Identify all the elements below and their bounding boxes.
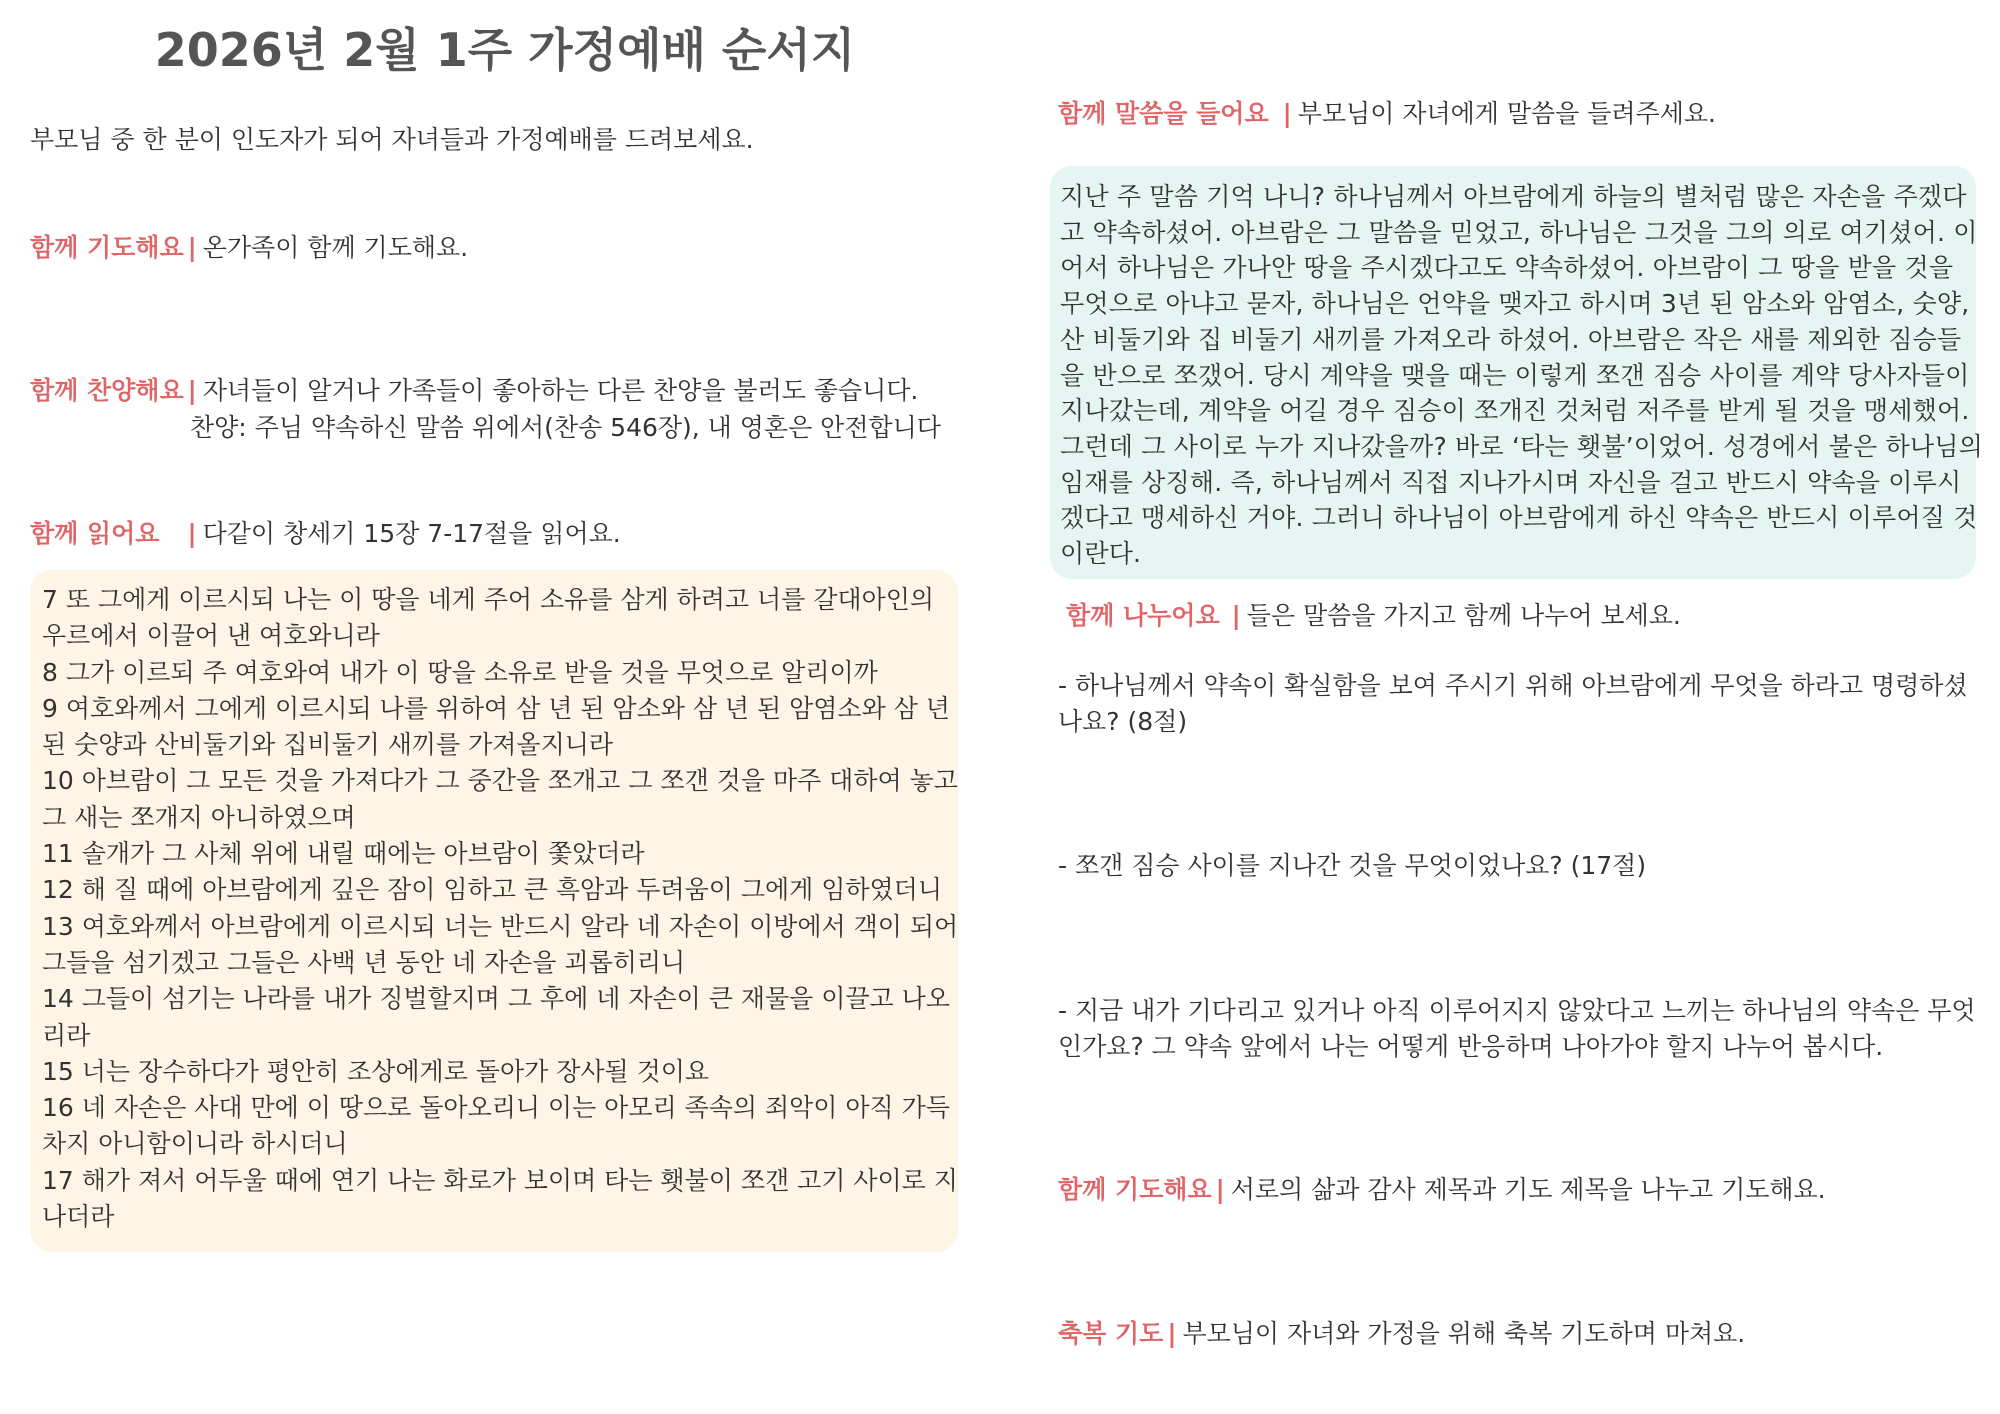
prayer2-section bbox=[1058, 1172, 1826, 1208]
story-line: 을 반으로 쪼갰어. 당시 계약을 맺을 때는 이렇게 쪼갠 짐승 사이를 계약 당사자들이 bbox=[1060, 360, 1970, 390]
story-line: 고 약속하셨어. 아브람은 그 말씀을 믿었고, 하나님은 그것을 그의 의로 여기셨어. 이 bbox=[1060, 217, 1978, 247]
blessing-text: 부모님이 자녀와 가정을 위해 축복 기도하며 마쳐요. bbox=[1182, 1319, 1746, 1348]
scripture-line: 우르에서 이끌어 낸 여호와니라 bbox=[42, 621, 380, 651]
story-line: 무엇으로 아냐고 묻자, 하나님은 언약을 맺자고 하시며 3년 된 암소와 암염소, 숫양, bbox=[1060, 289, 1970, 319]
scripture-line: 10 아브람이 그 모든 것을 가져다가 그 중간을 쪼개고 그 쪼갠 것을 마주 대하여 놓고 bbox=[42, 766, 958, 796]
story-box bbox=[1050, 166, 1983, 579]
scripture-line: 13 여호와께서 아브람에게 이르시되 너는 반드시 알라 네 자손이 이방에서 객이 되어 bbox=[42, 911, 959, 941]
scripture-line: 7 또 그에게 이르시되 나는 이 땅을 네게 주어 소유를 삼게 하려고 너를 갈대아인의 bbox=[42, 585, 935, 614]
share-text: 들은 말씀을 가지고 함께 나누어 보세요. bbox=[1246, 601, 1681, 630]
separator: | bbox=[187, 233, 197, 262]
reading-heading: 함께 읽어요 bbox=[30, 519, 160, 548]
separator: | bbox=[1215, 1175, 1225, 1204]
story-line: 임재를 상징해. 즉, 하나님께서 직접 지나가시며 자신을 걸고 반드시 약속을 이루시 bbox=[1060, 467, 1962, 497]
scripture-line: 11 솔개가 그 사체 위에 내릴 때에는 아브람이 쫓았더라 bbox=[42, 839, 645, 869]
blessing-heading: 축복 기도 bbox=[1058, 1319, 1164, 1348]
scripture-line: 그들을 섬기겠고 그들은 사백 년 동안 네 자손을 괴롭히리니 bbox=[42, 947, 686, 977]
separator: | bbox=[1231, 601, 1241, 630]
share-heading: 함께 나누어요 bbox=[1066, 601, 1220, 630]
reading-text: 다같이 창세기 15장 7-17절을 읽어요. bbox=[202, 519, 621, 548]
story-line: 겠다고 맹세하신 거야. 그러니 하나님이 아브람에게 하신 약속은 반드시 이루어질 것 bbox=[1060, 503, 1978, 533]
scripture-line: 12 해 질 때에 아브람에게 깊은 잠이 임하고 큰 흑암과 두려움이 그에게 임하였더니 bbox=[42, 875, 942, 905]
prayer-text: 온가족이 함께 기도해요. bbox=[202, 233, 469, 262]
blessing-section bbox=[1058, 1316, 1745, 1352]
question-line: - 하나님께서 약속이 확실함을 보여 주시기 위해 아브람에게 무엇을 하라고 명령하셨 bbox=[1058, 671, 1968, 700]
intro-text: 부모님 중 한 분이 인도자가 되어 자녀들과 가정예배를 드려보세요. bbox=[30, 125, 754, 154]
story-line: 이란다. bbox=[1060, 539, 1142, 569]
story-line: 어서 하나님은 가나안 땅을 주시겠다고도 약속하셨어. 아브람이 그 땅을 받을 것을 bbox=[1060, 253, 1954, 283]
story-line: 지난 주 말씀 기억 나니? 하나님께서 아브람에게 하늘의 별처럼 많은 자손을 주겠다 bbox=[1060, 182, 1967, 211]
scripture-line: 14 그들이 섬기는 나라를 내가 징벌할지며 그 후에 네 자손이 큰 재물을 이끌고 나오 bbox=[42, 984, 950, 1014]
scripture-line: 리라 bbox=[42, 1020, 91, 1050]
listen-section bbox=[1058, 96, 1716, 132]
praise-section bbox=[30, 373, 918, 409]
separator: | bbox=[187, 376, 197, 405]
question-line: - 쪼갠 짐승 사이를 지나간 것을 무엇이었나요? (17절) bbox=[1058, 851, 1647, 880]
story-line: 지나갔는데, 계약을 어길 경우 짐승이 쪼개진 것처럼 저주를 받게 될 것을 맹세했어. bbox=[1060, 396, 1970, 426]
share-question-2 bbox=[1058, 848, 1646, 884]
scripture-line: 8 그가 이르되 주 여호와여 내가 이 땅을 소유로 받을 것을 무엇으로 알리이까 bbox=[42, 657, 878, 687]
prayer-heading: 함께 기도해요 bbox=[30, 233, 184, 262]
share-question-1 bbox=[1058, 668, 1968, 740]
prayer2-text: 서로의 삶과 감사 제목과 기도 제목을 나누고 기도해요. bbox=[1230, 1175, 1826, 1204]
share-section bbox=[1066, 598, 1681, 634]
listen-text: 부모님이 자녀에게 말씀을 들려주세요. bbox=[1297, 99, 1716, 128]
scripture-box bbox=[30, 570, 958, 1252]
prayer2-heading: 함께 기도해요 bbox=[1058, 1175, 1212, 1204]
reading-section bbox=[30, 516, 621, 552]
scripture-line: 15 너는 장수하다가 평안히 조상에게로 돌아가 장사될 것이요 bbox=[42, 1056, 710, 1086]
scripture-line: 차지 아니함이니라 하시더니 bbox=[42, 1129, 348, 1159]
scripture-line: 그 새는 쪼개지 아니하였으며 bbox=[42, 802, 356, 832]
page-title: 2026년 2월 1주 가정예배 순서지 bbox=[154, 23, 856, 77]
separator: | bbox=[187, 519, 197, 548]
scripture-line: 17 해가 져서 어두울 때에 연기 나는 화로가 보이며 타는 횃불이 쪼갠 고기 사이로 지 bbox=[42, 1165, 958, 1195]
listen-heading: 함께 말씀을 들어요 bbox=[1058, 99, 1269, 128]
question-line: 인가요? 그 약속 앞에서 나는 어떻게 반응하며 나아가야 할지 나누어 봅시다. bbox=[1058, 1032, 1884, 1061]
separator: | bbox=[1167, 1319, 1177, 1348]
praise-songs: 찬양: 주님 약속하신 말씀 위에서(찬송 546장), 내 영혼은 안전합니다 bbox=[190, 413, 941, 442]
scripture-line: 16 네 자손은 사대 만에 이 땅으로 돌아오리니 이는 아모리 족속의 죄악이 아직 가득 bbox=[42, 1093, 950, 1123]
prayer-section bbox=[30, 230, 468, 266]
story-line: 산 비둘기와 집 비둘기 새끼를 가져오라 하셨어. 아브람은 작은 새를 제외한 짐승들 bbox=[1060, 324, 1962, 354]
share-question-3 bbox=[1058, 993, 1976, 1065]
praise-text: 자녀들이 알거나 가족들이 좋아하는 다른 찬양을 불러도 좋습니다. bbox=[202, 376, 919, 405]
scripture-line: 된 숫양과 산비둘기와 집비둘기 새끼를 가져올지니라 bbox=[42, 730, 614, 760]
question-line: 나요? (8절) bbox=[1058, 707, 1188, 736]
praise-heading: 함께 찬양해요 bbox=[30, 376, 184, 405]
story-line: 그런데 그 사이로 누가 지나갔을까? 바로 ‘타는 횃불’이었어. 성경에서 불은 하나님의 bbox=[1060, 431, 1983, 461]
scripture-line: 나더라 bbox=[42, 1202, 115, 1232]
separator: | bbox=[1282, 99, 1292, 128]
question-line: - 지금 내가 기다리고 있거나 아직 이루어지지 않았다고 느끼는 하나님의 약속은 무엇 bbox=[1058, 996, 1976, 1025]
scripture-line: 9 여호와께서 그에게 이르시되 나를 위하여 삼 년 된 암소와 삼 년 된 암염소와 삼 년 bbox=[42, 693, 950, 723]
